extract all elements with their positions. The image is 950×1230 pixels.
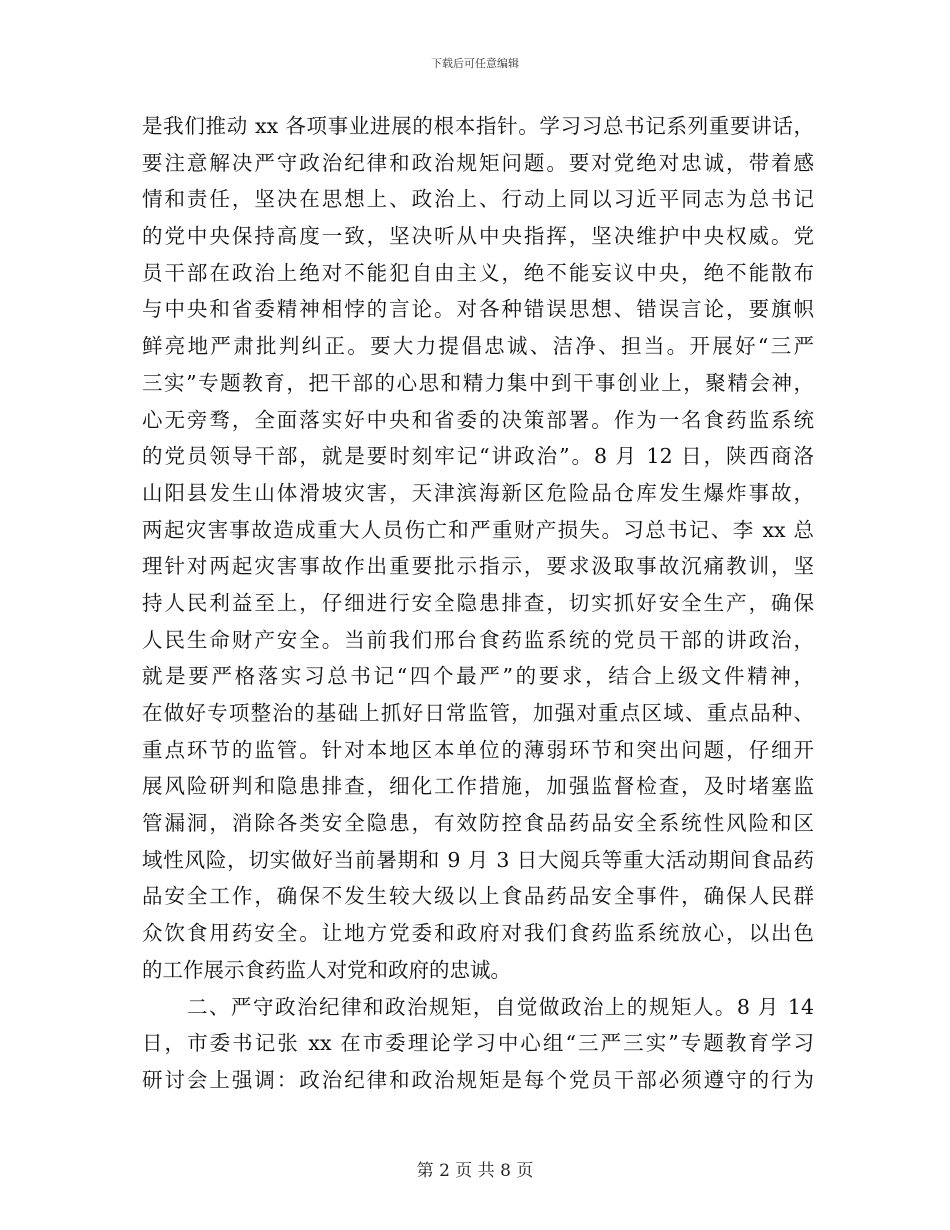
text-line: 与中央和省委精神相悖的言论。对各种错误思想、错误言论，要旗帜 [142, 297, 814, 322]
text-line: 鲜亮地严肃批判纠正。要大力提倡忠诚、洁净、担当。开展好“三严 [142, 334, 814, 359]
text-line: 研讨会上强调：政治纪律和政治规矩是每个党员干部必须遵守的行为 [142, 1067, 814, 1092]
section-heading-line: 二、严守政治纪律和政治规矩，自觉做政治上的规矩人。8 月 14 [187, 994, 814, 1019]
text-line: 域性风险，切实做好当前暑期和 9 月 3 日大阅兵等重大活动期间食品药 [142, 847, 814, 872]
text-line: 管漏洞，消除各类安全隐患，有效防控食品药品安全系统性风险和区 [142, 811, 814, 836]
text-line: 就是要严格落实习总书记“四个最严”的要求，结合上级文件精神， [142, 664, 814, 689]
text-line: 三实”专题教育，把干部的心思和精力集中到干事创业上，聚精会神， [142, 370, 814, 395]
text-line: 人民生命财产安全。当前我们邢台食药监系统的党员干部的讲政治， [142, 627, 814, 652]
page-number: 第 2 页 共 8 页 [416, 1161, 534, 1181]
text-line: 心无旁骛，全面落实好中央和省委的决策部署。作为一名食药监系统 [142, 407, 814, 432]
text-line: 众饮食用药安全。让地方党委和政府对我们食药监系统放心，以出色 [142, 921, 814, 946]
text-line: 持人民利益至上，仔细进行安全隐患排查，切实抓好安全生产，确保 [142, 590, 814, 615]
text-line: 日，市委书记张 xx 在市委理论学习中心组“三严三实”专题教育学习 [142, 1031, 814, 1056]
text-line: 的工作展示食药监人对党和政府的忠诚。 [142, 957, 511, 982]
text-line: 品安全工作，确保不发生较大级以上食品药品安全事件，确保人民群 [142, 884, 814, 909]
text-line: 重点环节的监管。针对本地区本单位的薄弱环节和突出问题，仔细开 [142, 737, 814, 762]
text-line: 的党员领导干部，就是要时刻牢记“讲政治”。8 月 12 日，陕西商洛 [142, 444, 814, 469]
text-line: 展风险研判和隐患排查，细化工作措施，加强监督检查，及时堵塞监 [142, 774, 814, 799]
text-line: 员干部在政治上绝对不能犯自由主义，绝不能妄议中央，绝不能散布 [142, 260, 814, 285]
text-line: 在做好专项整治的基础上抓好日常监管，加强对重点区域、重点品种、 [142, 701, 814, 725]
text-line: 两起灾害事故造成重大人员伤亡和严重财产损失。习总书记、李 xx 总 [142, 517, 814, 542]
text-line: 是我们推动 xx 各项事业进展的根本指针。学习习总书记系列重要讲话， [142, 114, 814, 138]
text-line: 山阳县发生山体滑坡灾害，天津滨海新区危险品仓库发生爆炸事故， [142, 480, 814, 505]
text-line: 要注意解决严守政治纪律和政治规矩问题。要对党绝对忠诚，带着感 [142, 150, 814, 175]
document-body [142, 108, 814, 1099]
text-line: 理针对两起灾害事故作出重要批示指示，要求汲取事故沉痛教训，坚 [142, 554, 814, 579]
page-header: 下载后可任意编辑 [431, 57, 519, 70]
text-line: 情和责任，坚决在思想上、政治上、行动上同以习近平同志为总书记 [142, 187, 814, 212]
text-line: 的党中央保持高度一致，坚决听从中央指挥，坚决维护中央权威。党 [142, 224, 814, 249]
